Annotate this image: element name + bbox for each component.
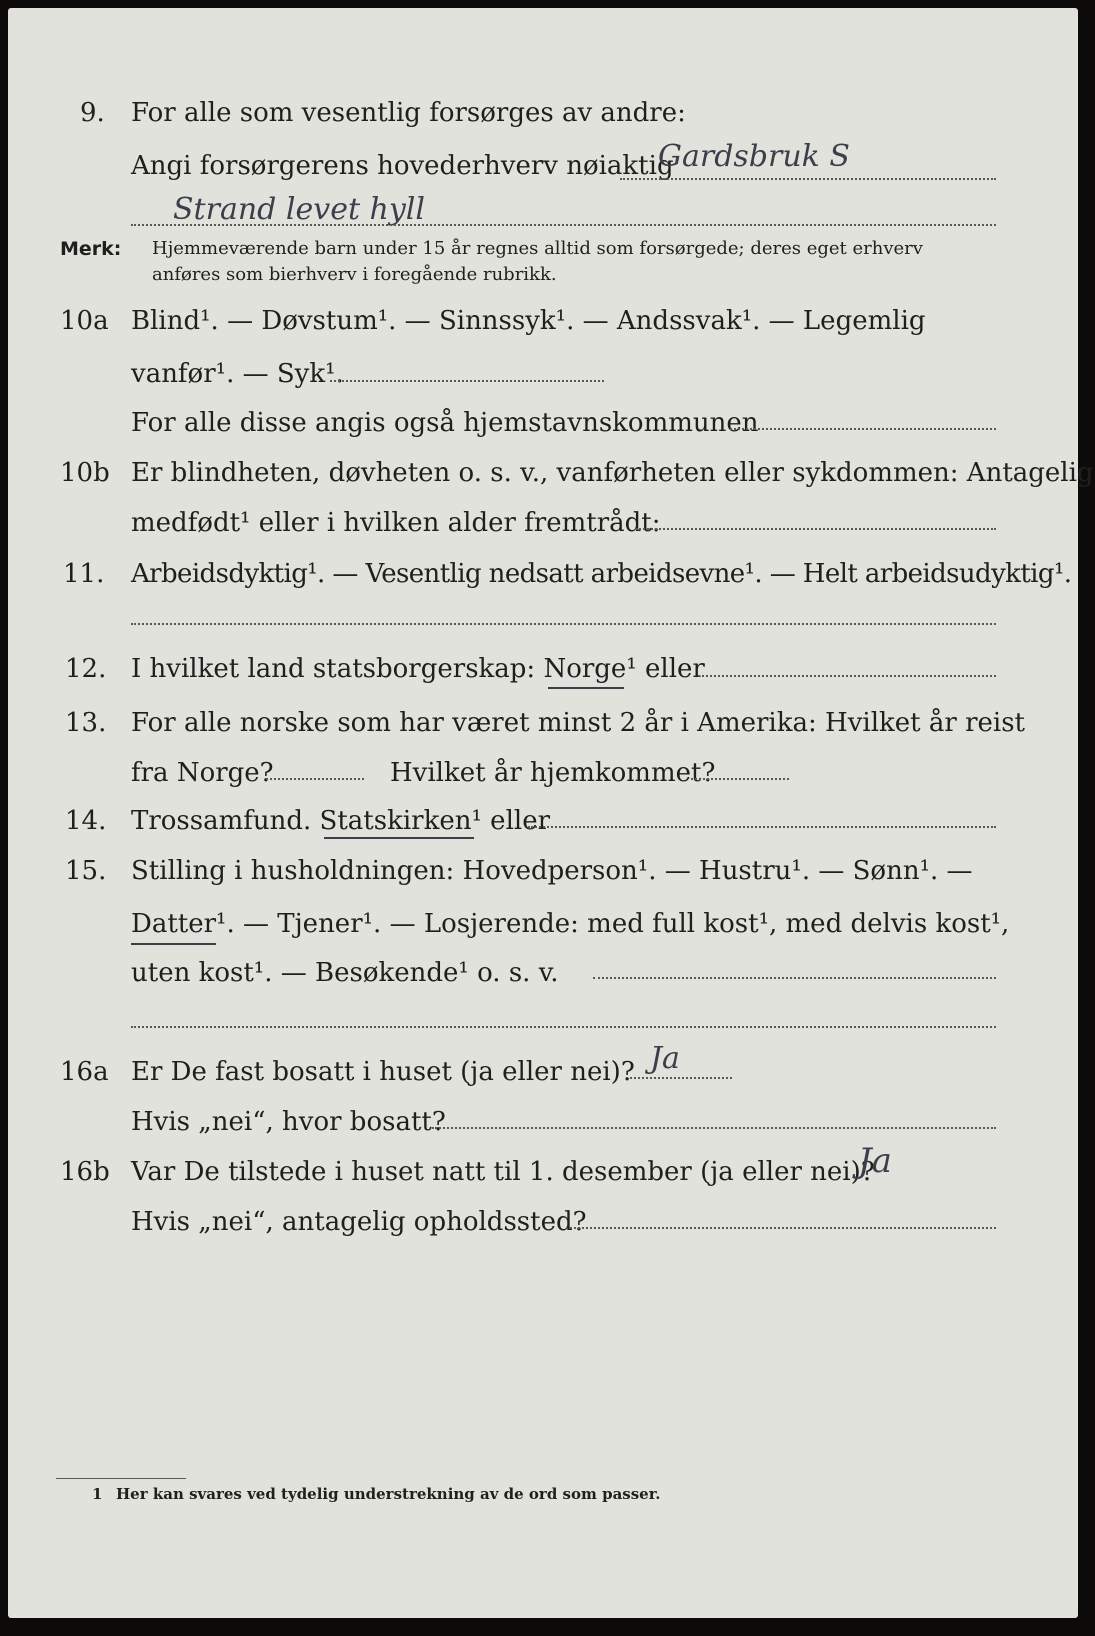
q15-text-line3: uten kost¹. — Besøkende¹ o. s. v. [131, 958, 559, 988]
question-number: 9. [80, 98, 105, 128]
answer-line [330, 380, 604, 382]
question-number: 14. [65, 806, 107, 836]
q13-text-line2b: Hvilket år hjemkommet? [390, 758, 716, 788]
answer-line [266, 778, 364, 780]
question-number: 11. [63, 559, 105, 589]
answer-line [131, 623, 996, 625]
question-number: 15. [65, 856, 107, 886]
q10a-text-line1: Blind¹. — Døvstum¹. — Sinnssyk¹. — Andssvak¹. — Legemlig [131, 306, 926, 336]
q16b-text-line2: Hvis „nei“, antagelig opholdssted? [131, 1207, 587, 1237]
q9-text-line1: For alle som vesentlig forsørges av andre: [131, 98, 686, 128]
answer-line [131, 1026, 996, 1028]
q9-handwritten-answer-2: Strand levet hyll [173, 192, 425, 227]
answer-line [432, 1127, 996, 1129]
q10b-text-line1: Er blindheten, døvheten o. s. v., vanførheten eller sykdommen: Antagelig [131, 458, 1094, 488]
q10b-text-line2: medfødt¹ eller i hvilken alder fremtrådt: [131, 508, 661, 538]
q14-text-line1: Trossamfund. Statskirken¹ eller [131, 806, 551, 836]
q16a-text-line1: Er De fast bosatt i huset (ja eller nei)? [131, 1057, 635, 1087]
merk-label: Merk: [60, 238, 122, 260]
q13-text-line1: For alle norske som har været minst 2 år i Amerika: Hvilket år reist [131, 708, 1025, 738]
q10a-text-line3: For alle disse angis også hjemstavnskommunen [131, 408, 759, 438]
q9-text-line2: Angi forsørgerens hovederhverv nøiaktig [131, 151, 674, 181]
merk-text-line1: Hjemmeværende barn under 15 år regnes alltid som forsørgede; deres eget erhverv [152, 238, 923, 259]
answer-line [730, 428, 996, 430]
underline-mark [548, 687, 624, 689]
census-form-page [8, 8, 1094, 1618]
question-number: 10b [60, 458, 110, 488]
footnote-rule [56, 1478, 186, 1479]
answer-line [620, 178, 996, 180]
q10a-text-line2: vanfør¹. — Syk¹. [131, 359, 344, 389]
q9-handwritten-answer: Gardsbruk S [658, 139, 850, 174]
question-number: 16a [60, 1057, 109, 1087]
question-number: 16b [60, 1157, 110, 1187]
q11-text-line1: Arbeidsdyktig¹. — Vesentlig nedsatt arbeidsevne¹. — Helt arbeidsudyktig¹. [131, 559, 1072, 589]
underline-mark [131, 943, 216, 945]
q16b-handwritten-answer: Ja [858, 1141, 892, 1181]
q13-text-line2a: fra Norge? [131, 758, 274, 788]
q16a-text-line2: Hvis „nei“, hvor bosatt? [131, 1107, 446, 1137]
merk-text-line2: anføres som bierhverv i foregående rubrikk. [152, 264, 557, 285]
answer-line [528, 826, 996, 828]
answer-line [630, 1077, 732, 1079]
question-number: 13. [65, 708, 107, 738]
answer-line [691, 778, 789, 780]
q12-text-line1: I hvilket land statsborgerskap: Norge¹ eller [131, 654, 705, 684]
answer-line [636, 528, 996, 530]
q15-text-line2: Datter¹. — Tjener¹. — Losjerende: med full kost¹, med delvis kost¹, [131, 909, 1010, 939]
answer-line [570, 1227, 996, 1229]
question-number: 12. [65, 654, 107, 684]
q16a-handwritten-answer: Ja [650, 1041, 680, 1076]
q15-text-line1: Stilling i husholdningen: Hovedperson¹. — Hustru¹. — Sønn¹. — [131, 856, 973, 886]
answer-line [698, 675, 996, 677]
answer-line [131, 224, 996, 226]
footnote-text: Her kan svares ved tydelig understrekning av de ord som passer. [116, 1485, 661, 1503]
answer-line [593, 977, 996, 979]
question-number: 10a [60, 306, 109, 336]
q16b-text-line1: Var De tilstede i huset natt til 1. desember (ja eller nei)? [131, 1157, 875, 1187]
underline-mark [324, 837, 474, 839]
footnote-mark: 1 [92, 1485, 103, 1503]
